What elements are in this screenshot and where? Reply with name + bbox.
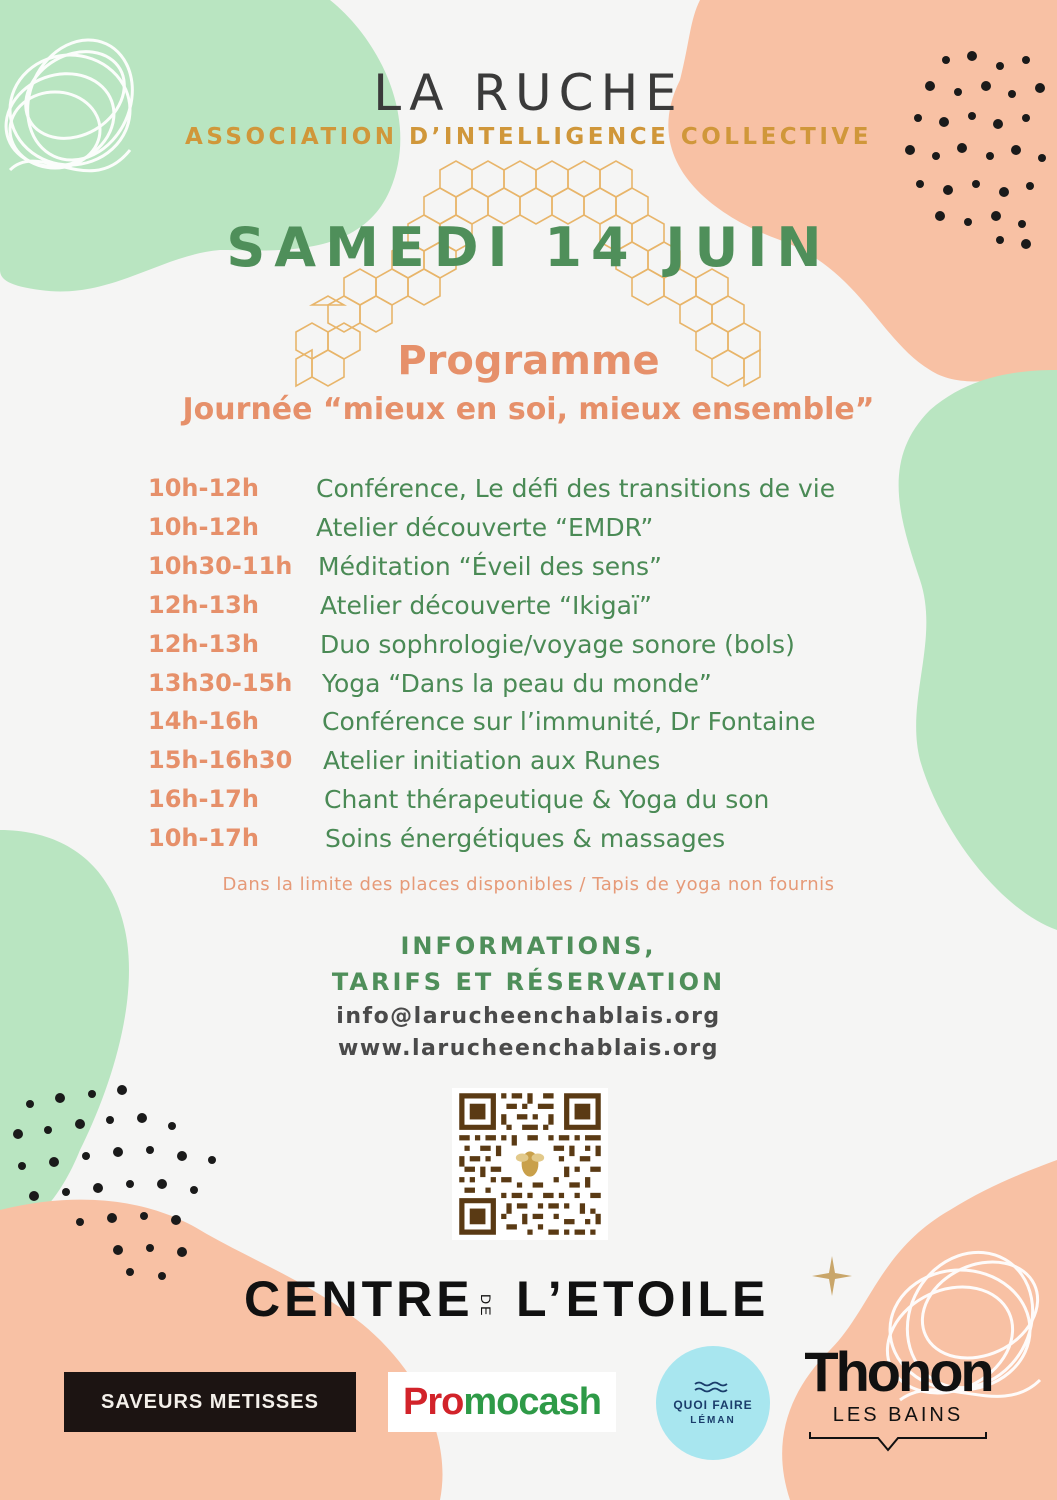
- schedule-row: [0, 669, 1057, 707]
- schedule-row: [0, 591, 1057, 629]
- info-email-link[interactable]: info@larucheenchablais.org: [336, 1004, 721, 1029]
- info-title-line2: TARIFS ET RÉSERVATION: [331, 968, 726, 996]
- sponsor-saveurs-label: SAVEURS METISSES: [101, 1390, 319, 1413]
- org-subtitle: ASSOCIATION D’INTELLIGENCE COLLECTIVE: [185, 124, 872, 150]
- schedule-time: 12h-13h: [148, 630, 259, 658]
- schedule-activity: Conférence, Le défi des transitions de vie: [316, 474, 836, 503]
- org-name: LA RUCHE: [373, 64, 684, 122]
- venue-logo-part3: L’ETOILE: [516, 1271, 770, 1327]
- schedule-row: [0, 552, 1057, 590]
- sponsor-promocash-part1: Pro: [403, 1380, 464, 1423]
- qr-code[interactable]: [452, 1088, 608, 1240]
- schedule-activity: Conférence sur l’immunité, Dr Fontaine: [322, 707, 816, 736]
- venue-logo-part2: DE: [478, 1294, 494, 1318]
- schedule-activity: Atelier initiation aux Runes: [323, 746, 661, 775]
- schedule-row: [0, 824, 1057, 862]
- schedule-row: [0, 630, 1057, 668]
- schedule-activity: Atelier découverte “EMDR”: [316, 513, 654, 542]
- availability-note: Dans la limite des places disponibles / Tapis de yoga non fournis: [222, 874, 835, 895]
- sponsor-quoifaire-line2: LÉMAN: [690, 1415, 736, 1426]
- schedule-time: 15h-16h30: [148, 746, 293, 774]
- sponsor-quoifaire-line1: QUOI FAIRE: [673, 1398, 753, 1412]
- schedule-time: 12h-13h: [148, 591, 259, 619]
- venue-logo: [240, 1270, 860, 1334]
- venue-logo-part1: CENTRE: [244, 1271, 474, 1327]
- sponsor-saveurs-metisses-logo: [64, 1372, 356, 1432]
- sponsor-promocash-part2: mocash: [463, 1380, 601, 1423]
- schedule-time: 10h-17h: [148, 824, 259, 852]
- sponsor-quoi-faire-leman-logo: [656, 1346, 770, 1460]
- schedule-activity: Chant thérapeutique & Yoga du son: [324, 785, 770, 814]
- schedule-activity: Méditation “Éveil des sens”: [318, 552, 662, 581]
- info-website-link[interactable]: www.larucheenchablais.org: [338, 1036, 719, 1061]
- speech-bubble-icon: [808, 1428, 988, 1454]
- schedule-activity: Soins énergétiques & massages: [325, 824, 726, 853]
- sponsor-thonon-line1: Thonon: [804, 1340, 992, 1403]
- star-icon: [812, 1256, 852, 1296]
- event-date: SAMEDI 14 JUIN: [226, 216, 831, 279]
- peach-blob-bottom-left: [0, 1200, 443, 1500]
- schedule-row: [0, 707, 1057, 745]
- schedule-row: [0, 746, 1057, 784]
- schedule-row: [0, 513, 1057, 551]
- schedule-time: 16h-17h: [148, 785, 259, 813]
- sponsor-promocash-logo: [388, 1372, 616, 1432]
- schedule-time: 10h-12h: [148, 474, 259, 502]
- schedule-activity: Duo sophrologie/voyage sonore (bols): [320, 630, 795, 659]
- sponsor-thonon-line2: LES BAINS: [832, 1404, 964, 1426]
- schedule-row: [0, 474, 1057, 512]
- schedule-row: [0, 785, 1057, 823]
- schedule-activity: Yoga “Dans la peau du monde”: [322, 669, 712, 698]
- waves-icon: [693, 1380, 733, 1394]
- program-title: Programme: [397, 338, 660, 384]
- schedule-time: 13h30-15h: [148, 669, 293, 697]
- peach-blob-top-right: [668, 0, 1057, 382]
- schedule-activity: Atelier découverte “Ikigaï”: [320, 591, 652, 620]
- schedule-time: 10h30-11h: [148, 552, 293, 580]
- schedule-time: 10h-12h: [148, 513, 259, 541]
- schedule-time: 14h-16h: [148, 707, 259, 735]
- info-title-line1: INFORMATIONS,: [400, 932, 657, 960]
- program-subtitle: Journée “mieux en soi, mieux ensemble”: [182, 392, 875, 427]
- sponsor-thonon-les-bains-logo: [798, 1340, 998, 1454]
